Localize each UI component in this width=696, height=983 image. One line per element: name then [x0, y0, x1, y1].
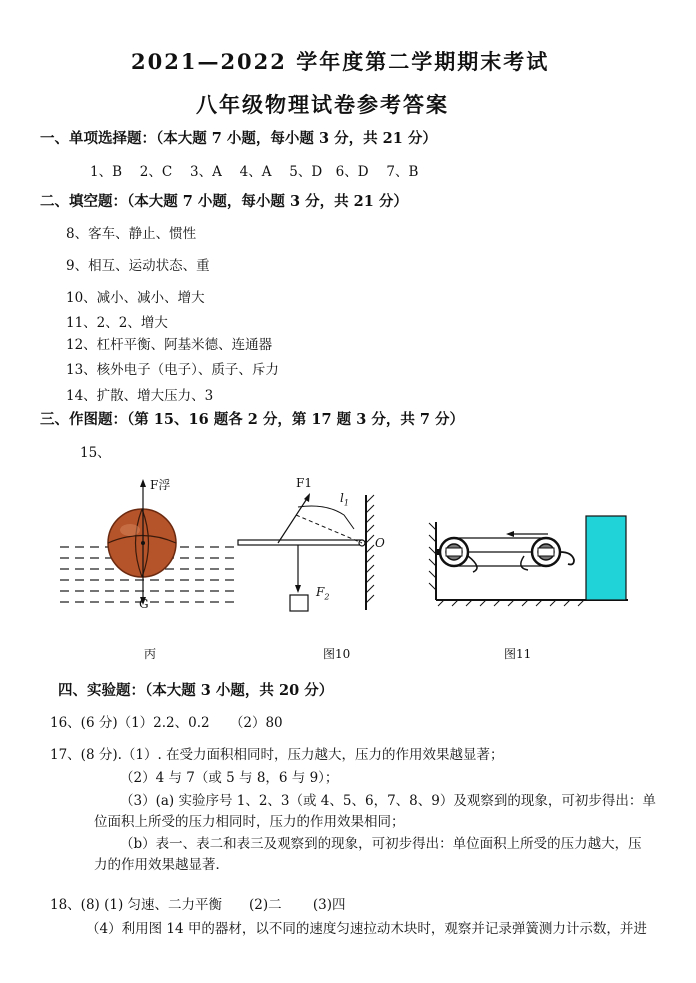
q17-line5: （b）表一、表二和表三及观察到的现象，可初步得出：单位面积上所受的压力越大，压 — [120, 836, 642, 852]
q17-line1: 17、(8 分).（1）. 在受力面积相同时，压力越大，压力的作用效果越显著； — [50, 747, 504, 763]
q18-line2: （4）利用图 14 甲的器材，以不同的速度匀速拉动木块时，观察并记录弹簧测力计示数，并进 — [86, 921, 647, 937]
fill-answer-11: 11、2、2、增大 — [66, 315, 168, 331]
buoyant-force-label: F浮 — [150, 478, 171, 492]
fill-answer-13: 13、核外电子（电子）、质子、斥力 — [66, 362, 279, 378]
fill-answer-10: 10、减小、减小、增大 — [66, 290, 205, 306]
pivot-o-label: O — [375, 536, 385, 550]
gravity-label: G — [139, 597, 149, 611]
section1-answers: 1、B 2、C 3、A 4、A 5、D 6、D 7、B — [90, 164, 419, 180]
q15-label: 15、 — [80, 445, 111, 461]
section2-heading: 二、填空题：（本大题 7 小题，每小题 3 分，共 21 分） — [40, 193, 408, 210]
q17-line2: （2）4 与 7（或 5 与 8，6 与 9）； — [120, 770, 339, 786]
exam-title: 2021—2022 学年度第二学期期末考试 — [131, 49, 550, 74]
section4-heading: 四、实验题：（本大题 3 小题，共 20 分） — [58, 682, 334, 699]
figure-caption-bing: 丙 — [144, 647, 157, 661]
fill-answer-14: 14、扩散、增大压力、3 — [66, 388, 214, 404]
figure-caption-11: 图11 — [504, 647, 532, 661]
section1-heading: 一、单项选择题：（本大题 7 小题，每小题 3 分，共 21 分） — [40, 130, 437, 147]
fill-answer-12: 12、杠杆平衡、阿基米德、连通器 — [66, 337, 273, 353]
q18-line1: 18、(8) (1) 匀速、二力平衡 (2)二 (3)四 — [50, 897, 346, 913]
figure-caption-10: 图10 — [323, 647, 351, 661]
fill-answer-8: 8、客车、静止、惯性 — [66, 226, 197, 242]
q17-line3: （3）(a) 实验序号 1、2、3（或 4、5、6，7、8、9）及观察到的现象，可初步得出：单 — [120, 793, 656, 809]
q17-line4: 位面积上所受的压力相同时，压力的作用效果相同； — [94, 814, 405, 830]
q17-line6: 力的作用效果越显著． — [94, 857, 229, 873]
l1-label: $l_1$ — [340, 491, 349, 508]
f2-label: $F_2$ — [316, 585, 330, 602]
section3-heading: 三、作图题：（第 15、16 题各 2 分，第 17 题 3 分，共 7 分） — [40, 411, 465, 428]
f1-label: F1 — [296, 476, 312, 490]
q16-answer: 16、(6 分)（1）2.2、0.2 （2）80 — [50, 715, 283, 731]
answer-key-title: 八年级物理试卷参考答案 — [196, 92, 449, 117]
fill-answer-9: 9、相互、运动状态、重 — [66, 258, 210, 274]
